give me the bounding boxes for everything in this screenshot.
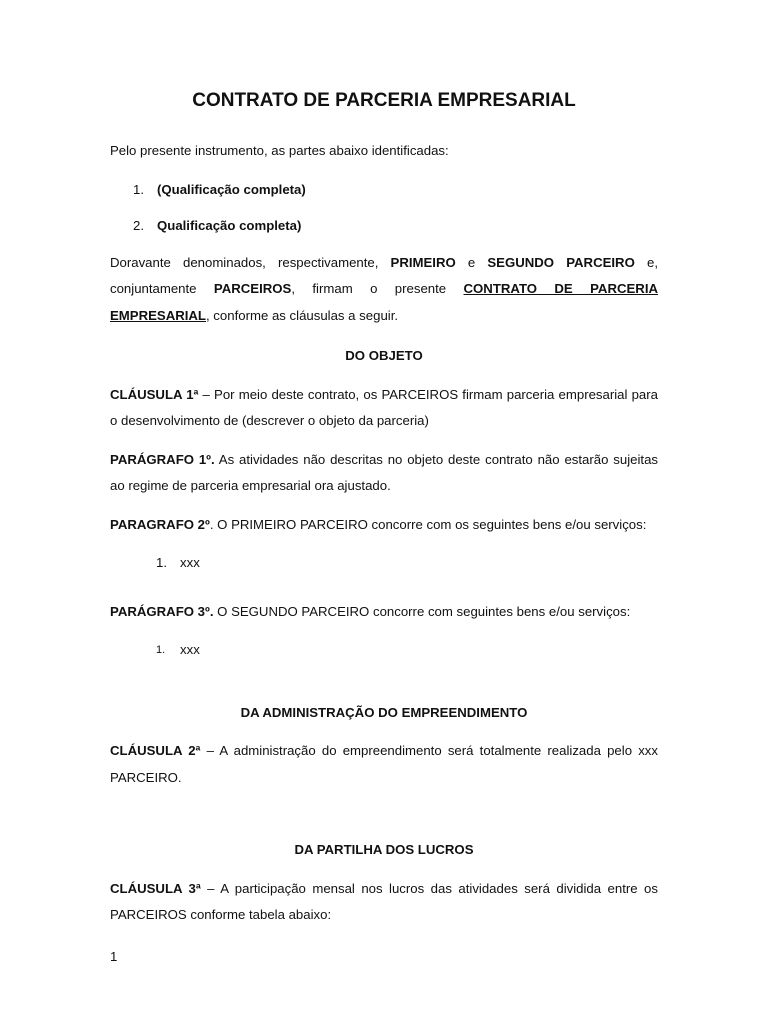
list-item <box>110 550 658 577</box>
parties-list <box>110 177 658 240</box>
paragraph-text: As atividades não descritas no objeto deste contrato não estarão sujeitas ao regime de parceria empresarial ora ajustado. <box>110 451 658 493</box>
paragraph-3 <box>110 599 658 626</box>
clause-text: – A participação mensal nos lucros das atividades será dividida entre os PARCEIROS conforme tabela abaixo: <box>110 880 658 922</box>
designation-bold: SEGUNDO PARCEIRO <box>487 254 635 270</box>
paragraph-label: PARÁGRAFO 1º. <box>110 451 215 467</box>
clause-3 <box>110 876 658 929</box>
paragraph-label: PARÁGRAFO 3º. <box>110 603 214 619</box>
party-qualification: (Qualificação completa) <box>157 181 306 197</box>
designation-paragraph <box>110 250 658 330</box>
paragraph-1 <box>110 447 658 500</box>
list-number: 1. <box>156 555 167 570</box>
clause-label: CLÁUSULA 2ª <box>110 743 201 758</box>
contract-name-underlined: CONTRATO DE PARCERIA EMPRESARIAL <box>110 281 659 323</box>
intro-paragraph: Pelo presente instrumento, as partes abaixo identificadas: <box>110 143 449 158</box>
list-item <box>110 177 658 204</box>
paragraph-2-list <box>110 550 658 577</box>
paragraph-label: PARAGRAFO 2º <box>110 516 210 532</box>
spacer <box>110 803 658 823</box>
list-number: 1. <box>156 644 166 656</box>
paragraph-text: O SEGUNDO PARCEIRO concorre com seguintes bens e/ou serviços: <box>213 603 631 619</box>
section-heading-objeto: DO OBJETO <box>345 348 423 363</box>
list-item-text: xxx <box>180 642 200 657</box>
clause-label: CLÁUSULA 3ª <box>110 880 201 896</box>
paragraph-text: . O PRIMEIRO PARCEIRO concorre com os seguintes bens e/ou serviços: <box>209 516 647 532</box>
designation-text: Doravante denominados, respectivamente, <box>110 254 391 270</box>
designation-text: , firmam o presente <box>291 281 464 296</box>
list-number: 1. <box>133 181 144 197</box>
list-item <box>110 213 658 240</box>
page-number: 1 <box>110 949 118 964</box>
designation-text: e, conjuntamente <box>110 254 658 296</box>
designation-bold: PRIMEIRO <box>390 254 456 270</box>
spacer <box>110 587 658 599</box>
list-number: 2. <box>133 218 144 233</box>
party-qualification: Qualificação completa) <box>157 218 302 233</box>
clause-2 <box>110 738 658 791</box>
clause-text: – A administração do empreendimento será totalmente realizada pelo xxx PARCEIRO. <box>110 743 658 785</box>
list-item <box>110 637 658 664</box>
spacer <box>110 674 658 686</box>
designation-text: e <box>455 254 488 270</box>
designation-bold: PARCEIROS <box>213 281 292 296</box>
document-title: CONTRATO DE PARCERIA EMPRESARIAL <box>192 90 576 111</box>
designation-text: , conforme as cláusulas a seguir. <box>205 307 399 323</box>
paragraph-2 <box>110 512 658 539</box>
clause-text: – Por meio deste contrato, os PARCEIROS firmam parceria empresarial para o desenvolvimento de (descrever o objeto da parceria) <box>110 386 658 428</box>
list-item-text: xxx <box>180 555 200 570</box>
section-heading-lucros: DA PARTILHA DOS LUCROS <box>294 842 474 857</box>
clause-1 <box>110 382 658 435</box>
section-heading-administracao: DA ADMINISTRAÇÃO DO EMPREENDIMENTO <box>240 704 528 720</box>
clause-label: CLÁUSULA 1ª <box>110 386 199 402</box>
paragraph-3-list <box>110 637 658 664</box>
